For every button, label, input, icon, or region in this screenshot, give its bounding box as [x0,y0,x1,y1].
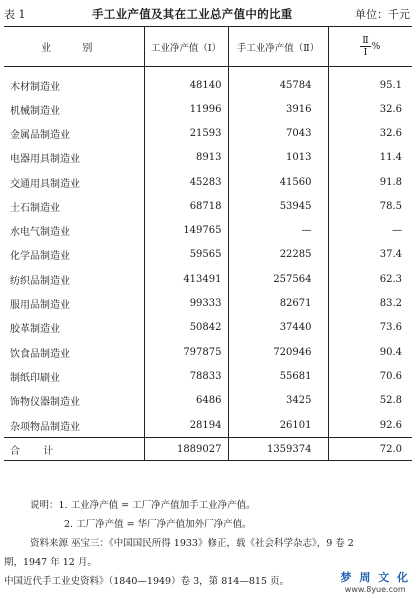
table-row [4,194,412,218]
handicraft-cell: 1013 [228,146,328,170]
ratio-unit: % [371,41,381,52]
industry-cell: 59565 [144,243,228,267]
note-line: 说明：1. 工业净产值 = 工厂净产值加手工业净产值。 [30,500,256,511]
ratio-cell: 32.6 [328,121,412,145]
header-sector: 业 别 [4,27,144,67]
ratio-cell: 70.6 [328,364,412,388]
handicraft-cell: 53945 [228,194,328,218]
handicraft-cell: 82671 [228,291,328,315]
unit-label: 单位：千元 [355,8,410,21]
industry-cell: 78833 [144,364,228,388]
handicraft-cell: 257564 [228,267,328,291]
watermark-name: 梦 周 文 化 [340,571,410,584]
table-row [4,170,412,194]
ratio-cell: 37.4 [328,243,412,267]
sector-cell: 杂项物品制造业 [10,421,80,433]
handicraft-cell: 37440 [228,316,328,340]
handicraft-cell: 45784 [228,67,328,98]
ratio-cell: 91.8 [328,170,412,194]
industry-cell: 11996 [144,97,228,121]
ratio-cell: — [328,218,412,242]
handicraft-cell: 41560 [228,170,328,194]
handicraft-cell: — [228,218,328,242]
site-watermark [341,569,411,594]
sector-cell: 胶革制造业 [10,324,60,336]
sector-cell: 木材制造业 [10,81,60,93]
data-table [4,26,412,461]
table-row [4,291,412,315]
sector-cell: 服用品制造业 [10,300,70,312]
total-handicraft-cell: 1359374 [228,438,328,461]
ratio-numerator: Ⅱ [362,35,369,46]
industry-cell: 28194 [144,413,228,438]
table-row [4,267,412,291]
sector-cell: 金属品制造业 [10,129,70,141]
ratio-cell: 32.6 [328,97,412,121]
sector-cell: 化学品制造业 [10,251,70,263]
total-ratio-cell: 72.0 [328,438,412,461]
ratio-cell: 78.5 [328,194,412,218]
table-row [4,97,412,121]
ratio-fraction [360,35,370,58]
sector-cell: 制纸印刷业 [10,372,60,384]
handicraft-cell: 7043 [228,121,328,145]
industry-cell: 68718 [144,194,228,218]
ratio-cell: 62.3 [328,267,412,291]
table-row [4,340,412,364]
total-row [4,438,412,461]
header-handicraft: 手工业净产值（Ⅱ） [228,27,328,67]
sector-cell: 饮食品制造业 [10,348,70,360]
sector-cell: 交通用具制造业 [10,178,80,190]
source-line: 期，1947 年 12 月。 [4,557,97,568]
sector-cell: 水电气制造业 [10,227,70,239]
industry-cell: 149765 [144,218,228,242]
table-title: 手工业产值及其在工业总产值中的比重 [92,7,293,21]
total-label: 合 计 [4,438,144,461]
industry-cell: 99333 [144,291,228,315]
sector-cell: 土石制造业 [10,202,60,214]
industry-cell: 8913 [144,146,228,170]
table-row [4,67,412,98]
ratio-cell: 90.4 [328,340,412,364]
ratio-cell: 95.1 [328,67,412,98]
table-row [4,316,412,340]
ratio-denominator: Ⅰ [363,47,368,58]
table-row [4,121,412,145]
industry-cell: 21593 [144,121,228,145]
handicraft-cell: 22285 [228,243,328,267]
table-row [4,243,412,267]
note-line: 2. 工厂净产值 = 华厂净产值加外厂净产值。 [64,519,252,530]
handicraft-cell: 55681 [228,364,328,388]
sector-cell: 纺织品制造业 [10,275,70,287]
handicraft-cell: 3916 [228,97,328,121]
handicraft-cell: 720946 [228,340,328,364]
sector-cell: 电器用具制造业 [10,154,80,166]
handicraft-cell: 26101 [228,413,328,438]
table-row [4,218,412,242]
ratio-cell: 92.6 [328,413,412,438]
industry-cell: 48140 [144,67,228,98]
header-row [4,27,412,67]
ratio-cell: 52.8 [328,389,412,413]
table-row [4,364,412,388]
watermark-url: www.8yue.com [344,585,406,594]
sector-cell: 饰物仪器制造业 [10,397,80,409]
total-industry-cell: 1889027 [144,438,228,461]
industry-cell: 50842 [144,316,228,340]
industry-cell: 45283 [144,170,228,194]
table-title-row [0,6,416,24]
industry-cell: 413491 [144,267,228,291]
industry-cell: 6486 [144,389,228,413]
source-line: 中国近代手工业史资料》（1840—1949）卷 3，第 814—815 页。 [4,576,289,587]
ratio-cell: 11.4 [328,146,412,170]
header-industry: 工业净产值（Ⅰ） [144,27,228,67]
header-ratio [328,27,412,67]
ratio-cell: 73.6 [328,316,412,340]
table-row [4,389,412,413]
table-number: 表 1 [4,8,26,21]
handicraft-cell: 3425 [228,389,328,413]
source-line: 资料来源 巫宝三：《中国国民所得 1933》修正，载《社会科学杂志》，9 卷 2 [30,538,354,549]
ratio-cell: 83.2 [328,291,412,315]
industry-cell: 797875 [144,340,228,364]
table-row [4,146,412,170]
sector-cell: 机械制造业 [10,105,60,117]
table-row [4,413,412,438]
